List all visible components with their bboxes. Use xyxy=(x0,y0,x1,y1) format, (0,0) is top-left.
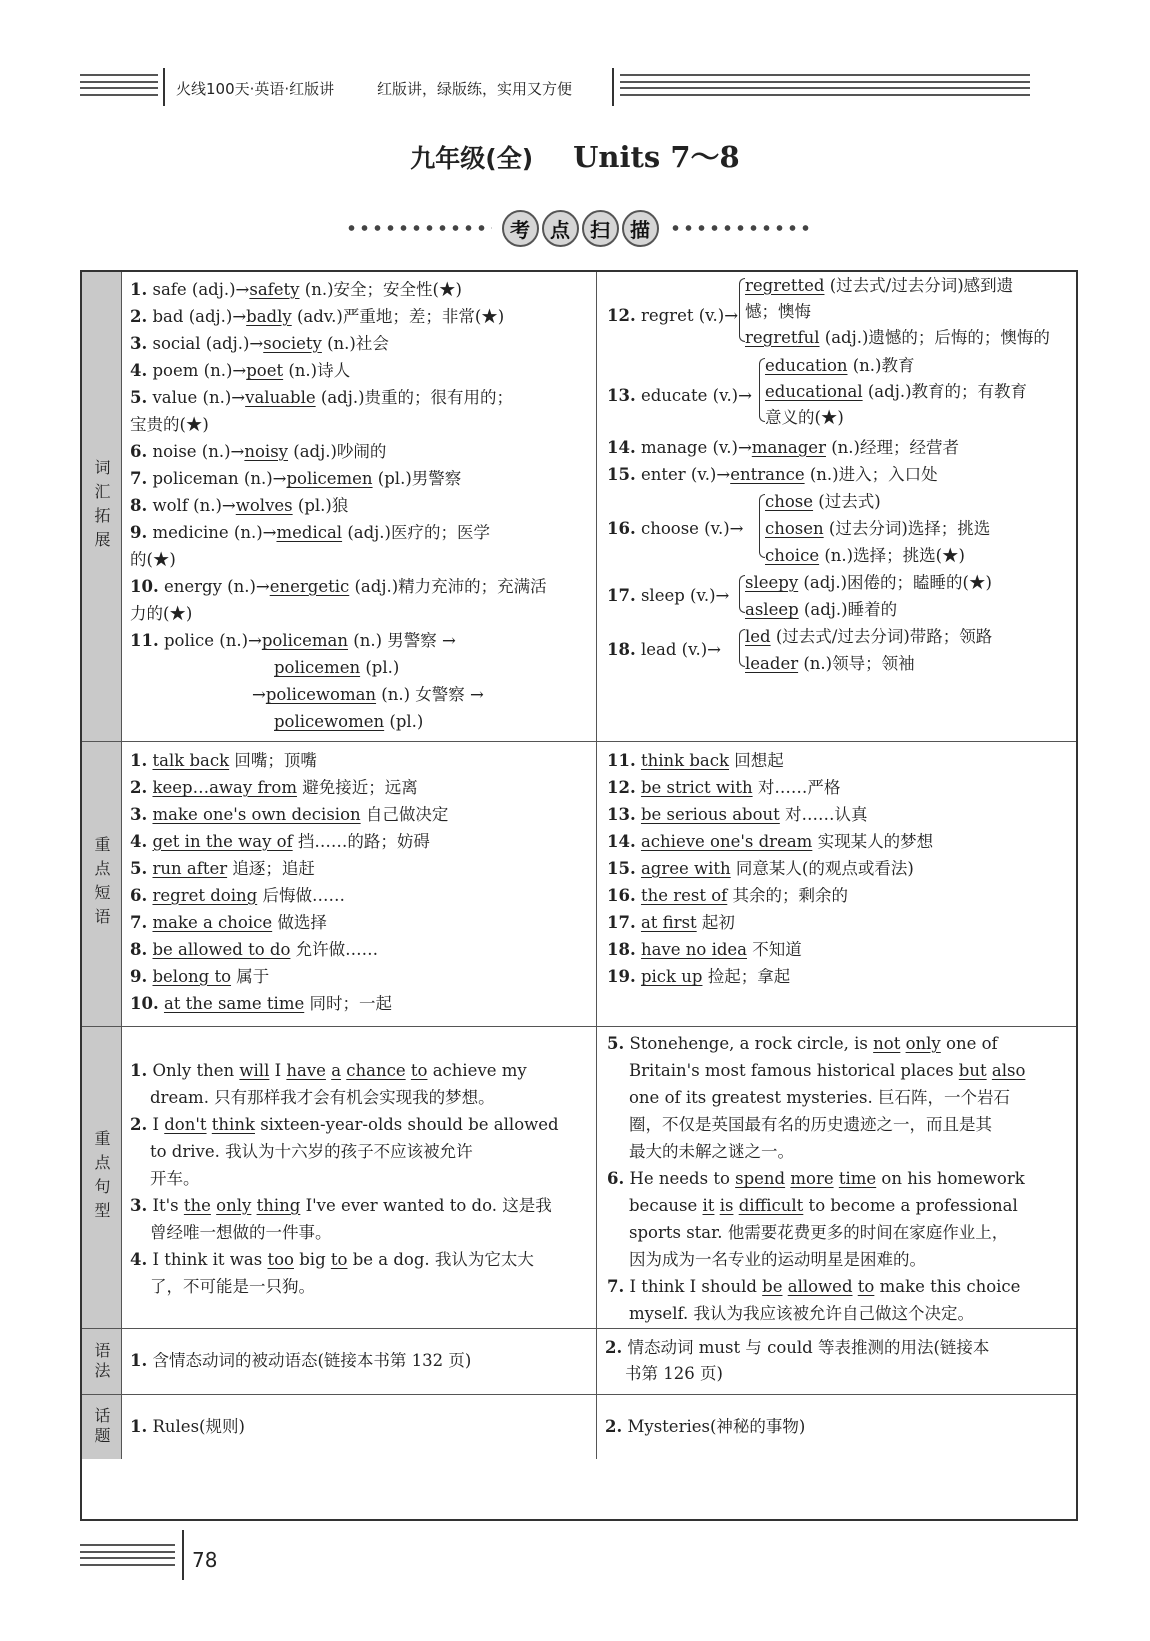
sentence-cont: sports star. 他需要花费更多的时间在家庭作业上， xyxy=(629,1223,1009,1242)
section-phrases xyxy=(82,742,1076,1027)
header-divider xyxy=(163,68,165,106)
section-label: 重点短语 xyxy=(82,742,122,1026)
phrases-left-column xyxy=(122,742,597,1026)
header-divider-right xyxy=(612,68,614,106)
vocab-item: 2. bad (adj.)→badly (adv.)严重地；差；非常(★) xyxy=(130,307,505,326)
phrase-item: 18. have no idea 不知道 xyxy=(607,940,802,959)
phrase-item: 9. belong to 属于 xyxy=(130,967,270,986)
footer-rule xyxy=(80,1544,175,1566)
banner-char: 考 xyxy=(502,210,539,247)
sentence-cont: 了，不可能是一只狗。 xyxy=(150,1277,315,1296)
vocab-branch: asleep (adj.)睡着的 xyxy=(745,600,898,619)
sentence-cont: because it is difficult to become a professional xyxy=(629,1196,1018,1215)
section-vocabulary xyxy=(82,272,1076,742)
sentence-cont: one of its greatest mysteries. 巨石阵，一个岩石 xyxy=(629,1088,1010,1107)
phrase-item: 6. regret doing 后悔做…… xyxy=(130,886,345,905)
phrase-item: 16. the rest of 其余的；剩余的 xyxy=(607,886,849,905)
topic-left: 1. Rules(规则) xyxy=(122,1395,597,1459)
phrase-item: 2. keep…away from 避免接近；远离 xyxy=(130,778,418,797)
sentence-cont: to drive. 我认为十六岁的孩子不应该被允许 xyxy=(150,1142,473,1161)
header-rule-left xyxy=(80,74,158,96)
phrases-right-column xyxy=(597,742,1076,1026)
section-banner xyxy=(345,208,815,248)
page-number: 78 xyxy=(192,1548,218,1572)
vocab-branch: education (n.)教育 xyxy=(765,356,915,375)
header-rule-right xyxy=(620,74,1030,96)
header-slogan: 红版讲，绿版练，实用又方便 xyxy=(377,80,573,98)
section-topic xyxy=(82,1395,1076,1519)
vocab-branch: chose (过去式) xyxy=(765,492,881,511)
vocab-item: 3. social (adj.)→society (n.)社会 xyxy=(130,334,389,353)
sentence-item: 1. Only then will I have a chance to achieve my xyxy=(130,1061,527,1080)
sentence-cont: Britain's most famous historical places but also xyxy=(629,1061,1026,1080)
vocab-item: 17. sleep (v.)→ xyxy=(607,586,730,605)
vocab-item: 13. educate (v.)→ xyxy=(607,386,752,405)
sentence-item: 7. I think I should be allowed to make this choice xyxy=(607,1277,1021,1296)
phrase-item: 4. get in the way of 挡……的路；妨碍 xyxy=(130,832,430,851)
vocab-left-column xyxy=(122,272,597,741)
section-label: 话题 xyxy=(82,1395,122,1459)
phrase-item: 10. at the same time 同时；一起 xyxy=(130,994,392,1013)
vocab-branch: regretted (过去式/过去分词)感到遗 xyxy=(745,276,1014,295)
vocab-branch: choice (n.)选择；挑选(★) xyxy=(765,546,965,565)
banner-dots-right xyxy=(669,224,816,232)
sentence-item: 2. I don't think sixteen-year-olds should be allowed xyxy=(130,1115,559,1134)
vocab-branch: leader (n.)领导；领袖 xyxy=(745,654,915,673)
section-grammar xyxy=(82,1329,1076,1395)
sentence-cont: 圈，不仅是英国最有名的历史遗迹之一，而且是其 xyxy=(629,1115,992,1134)
phrase-item: 14. achieve one's dream 实现某人的梦想 xyxy=(607,832,934,851)
vocab-branch: led (过去式/过去分词)带路；领路 xyxy=(745,627,993,646)
vocab-branch: 意义的(★) xyxy=(765,408,844,427)
vocab-item: 4. poem (n.)→poet (n.)诗人 xyxy=(130,361,351,380)
phrase-item: 11. think back 回想起 xyxy=(607,751,784,770)
vocab-item: 7. policeman (n.)→policemen (pl.)男警察 xyxy=(130,469,462,488)
phrase-item: 8. be allowed to do 允许做…… xyxy=(130,940,379,959)
phrase-item: 12. be strict with 对……严格 xyxy=(607,778,841,797)
vocab-branch: chosen (过去分词)选择；挑选 xyxy=(765,519,991,538)
sentence-cont: dream. 只有那样我才会有机会实现我的梦想。 xyxy=(150,1088,495,1107)
vocab-item: 1. safe (adj.)→safety (n.)安全；安全性(★) xyxy=(130,280,462,299)
vocab-item: 18. lead (v.)→ xyxy=(607,640,721,659)
page-title: 九年级(全) Units 7～8 xyxy=(410,140,740,174)
vocab-item: 12. regret (v.)→ xyxy=(607,306,739,325)
section-label: 词汇拓展 xyxy=(82,272,122,741)
vocab-branch: regretful (adj.)遗憾的；后悔的；懊悔的 xyxy=(745,328,1050,347)
banner-char: 描 xyxy=(622,210,659,247)
vocab-item-cont: 力的(★) xyxy=(130,604,193,623)
vocab-item: 15. enter (v.)→entrance (n.)进入；入口处 xyxy=(607,465,938,484)
sentence-item: 3. It's the only thing I've ever wanted to do. 这是我 xyxy=(130,1196,552,1215)
phrase-item: 17. at first 起初 xyxy=(607,913,735,932)
vocab-item: 6. noise (n.)→noisy (adj.)吵闹的 xyxy=(130,442,387,461)
sentences-left-column xyxy=(122,1027,597,1328)
grammar-left: 1. 含情态动词的被动语态(链接本书第 132 页) xyxy=(122,1329,597,1394)
sentence-item: 6. He needs to spend more time on his homework xyxy=(607,1169,1025,1188)
vocab-item: 8. wolf (n.)→wolves (pl.)狼 xyxy=(130,496,349,515)
sentence-item: 5. Stonehenge, a rock circle, is not only one of xyxy=(607,1034,998,1053)
vocab-item: 11. police (n.)→policeman (n.) 男警察 → xyxy=(130,631,456,650)
sentence-cont: 曾经唯一想做的一件事。 xyxy=(150,1223,332,1242)
vocab-item-cont: policewomen (pl.) xyxy=(274,712,424,731)
vocab-right-column xyxy=(597,272,1076,741)
banner-char: 扫 xyxy=(582,210,619,247)
section-label: 重点句型 xyxy=(82,1027,122,1328)
grammar-right: 2. 情态动词 must 与 could 等表推测的用法(链接本 书第 126 页) xyxy=(605,1338,990,1383)
vocab-branch: sleepy (adj.)困倦的；瞌睡的(★) xyxy=(745,573,992,592)
vocab-branch: 憾；懊悔 xyxy=(745,302,811,321)
vocab-branch: educational (adj.)教育的；有教育 xyxy=(765,382,1028,401)
phrase-item: 19. pick up 捡起；拿起 xyxy=(607,967,791,986)
phrase-item: 7. make a choice 做选择 xyxy=(130,913,327,932)
phrase-item: 15. agree with 同意某人(的观点或看法) xyxy=(607,859,914,878)
footer-divider xyxy=(182,1530,184,1580)
vocab-item: 5. value (n.)→valuable (adj.)贵重的；很有用的； xyxy=(130,388,514,407)
vocab-item-cont: 宝贵的(★) xyxy=(130,415,209,434)
banner-char: 点 xyxy=(542,210,579,247)
sentence-cont: 开车。 xyxy=(150,1169,200,1188)
vocab-item-cont: →policewoman (n.) 女警察 → xyxy=(252,685,484,704)
section-sentences xyxy=(82,1027,1076,1329)
phrase-item: 1. talk back 回嘴；顶嘴 xyxy=(130,751,317,770)
header-series-title: 火线100天·英语·红版讲 xyxy=(176,80,335,98)
vocab-item: 10. energy (n.)→energetic (adj.)精力充沛的；充满活 xyxy=(130,577,547,596)
vocab-item-cont: policemen (pl.) xyxy=(274,658,400,677)
vocab-item-cont: 的(★) xyxy=(130,550,176,569)
sentence-cont: 因为成为一名专业的运动明星是困难的。 xyxy=(629,1250,926,1269)
phrase-item: 5. run after 追逐；追赶 xyxy=(130,859,315,878)
sentence-cont: 最大的未解之谜之一。 xyxy=(629,1142,794,1161)
banner-dots-left xyxy=(345,224,492,232)
vocab-item: 9. medicine (n.)→medical (adj.)医疗的；医学 xyxy=(130,523,490,542)
vocab-item: 16. choose (v.)→ xyxy=(607,519,744,538)
sentences-right-column xyxy=(597,1027,1076,1328)
sentence-item: 4. I think it was too big to be a dog. 我认为它太大 xyxy=(130,1250,534,1269)
sentence-cont: myself. 我认为我应该被允许自己做这个决定。 xyxy=(629,1304,974,1323)
phrase-item: 3. make one's own decision 自己做决定 xyxy=(130,805,449,824)
summary-table xyxy=(80,270,1078,1521)
phrase-item: 13. be serious about 对……认真 xyxy=(607,805,868,824)
section-label: 语法 xyxy=(82,1329,122,1394)
vocab-item: 14. manage (v.)→manager (n.)经理；经营者 xyxy=(607,438,959,457)
topic-right: 2. Mysteries(神秘的事物) xyxy=(605,1417,806,1436)
